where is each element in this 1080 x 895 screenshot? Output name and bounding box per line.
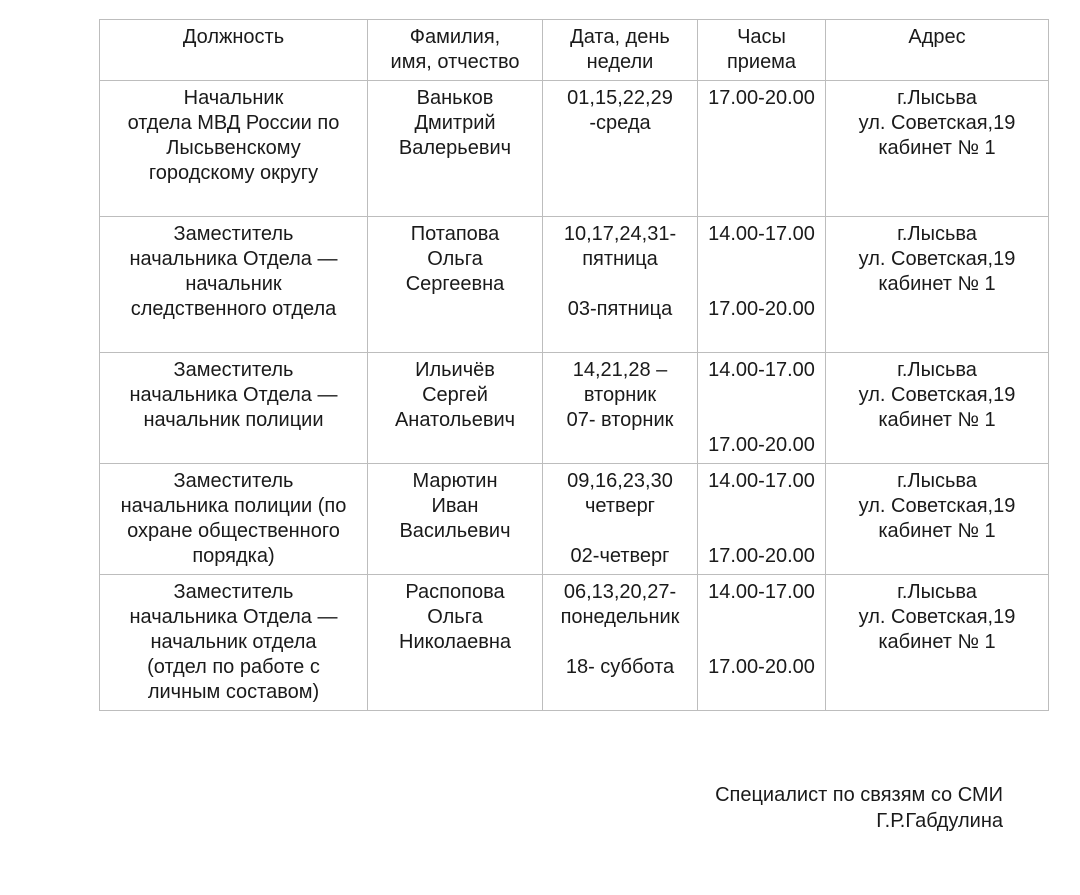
name-text: Потапова bbox=[410, 223, 500, 245]
date-text: 14,21,28 – bbox=[572, 359, 668, 381]
date-text: 03-пятница bbox=[567, 298, 673, 320]
date-text: 07- вторник bbox=[566, 409, 674, 431]
name-text: Дмитрий bbox=[414, 112, 496, 134]
date-text: 02-четверг bbox=[570, 545, 670, 567]
date-text: -среда bbox=[589, 112, 651, 134]
hours-text: 14.00-17.00 bbox=[708, 223, 815, 245]
position-cell bbox=[100, 464, 368, 575]
date-text: 06,13,20,27- bbox=[563, 581, 677, 603]
name-text: Анатольевич bbox=[394, 409, 516, 431]
cell-spacer bbox=[702, 408, 821, 433]
position-cell bbox=[100, 81, 368, 217]
name-text: Васильевич bbox=[399, 520, 511, 542]
position-text: порядка) bbox=[192, 545, 275, 567]
signature-title: Специалист по связям со СМИ bbox=[715, 784, 1003, 806]
address-text: кабинет № 1 bbox=[878, 273, 996, 295]
hours-text: 14.00-17.00 bbox=[708, 359, 815, 381]
table-row bbox=[100, 464, 1049, 575]
position-text: следственного отдела bbox=[130, 298, 337, 320]
table-header-row bbox=[100, 20, 1049, 81]
cell-spacer bbox=[702, 383, 821, 408]
date-text: понедельник bbox=[560, 606, 680, 628]
address-cell bbox=[826, 575, 1049, 711]
name-text: Ольга bbox=[427, 248, 483, 270]
position-cell bbox=[100, 353, 368, 464]
address-text: г.Лысьва bbox=[897, 223, 977, 245]
hours-text: 14.00-17.00 bbox=[708, 470, 815, 492]
position-text: Лысьвенскому bbox=[166, 137, 301, 159]
address-cell bbox=[826, 464, 1049, 575]
position-text: начальника Отдела — bbox=[129, 384, 338, 406]
hours-text: 17.00-20.00 bbox=[708, 545, 815, 567]
date-text: 18- суббота bbox=[565, 656, 675, 678]
position-text: Заместитель bbox=[173, 581, 294, 603]
hours-text: 17.00-20.00 bbox=[708, 298, 815, 320]
cell-spacer bbox=[547, 272, 693, 297]
name-text: Марютин bbox=[412, 470, 498, 492]
name-text: Ильичёв bbox=[415, 359, 495, 381]
address-cell bbox=[826, 81, 1049, 217]
position-text: городскому округу bbox=[148, 162, 319, 184]
date-weekday-cell bbox=[543, 217, 698, 353]
reception-hours-cell bbox=[698, 81, 826, 217]
table-row bbox=[100, 575, 1049, 711]
date-weekday-cell bbox=[543, 353, 698, 464]
name-text: Николаевна bbox=[399, 631, 511, 653]
cell-spacer bbox=[702, 494, 821, 519]
date-text: вторник bbox=[583, 384, 657, 406]
position-text: начальник bbox=[185, 273, 282, 295]
address-text: кабинет № 1 bbox=[878, 137, 996, 159]
cell-spacer bbox=[702, 247, 821, 272]
date-text: 10,17,24,31- bbox=[563, 223, 677, 245]
position-text: Заместитель bbox=[173, 470, 294, 492]
name-text: Валерьевич bbox=[398, 137, 512, 159]
full-name-cell bbox=[368, 217, 543, 353]
address-text: кабинет № 1 bbox=[878, 409, 996, 431]
position-cell bbox=[100, 217, 368, 353]
date-weekday-cell bbox=[543, 575, 698, 711]
position-cell bbox=[100, 575, 368, 711]
full-name-cell bbox=[368, 81, 543, 217]
header-full-name: Фамилия, имя, отчество bbox=[368, 20, 543, 81]
reception-hours-cell bbox=[698, 217, 826, 353]
full-name-cell bbox=[368, 575, 543, 711]
position-text: начальника Отдела — bbox=[129, 606, 338, 628]
hours-text: 17.00-20.00 bbox=[708, 87, 815, 109]
address-cell bbox=[826, 217, 1049, 353]
date-text: пятница bbox=[582, 248, 658, 270]
address-text: г.Лысьва bbox=[897, 87, 977, 109]
date-text: 09,16,23,30 bbox=[567, 470, 673, 492]
cell-spacer bbox=[702, 630, 821, 655]
position-text: начальник отдела bbox=[150, 631, 317, 653]
cell-spacer bbox=[547, 630, 693, 655]
address-text: кабинет № 1 bbox=[878, 631, 996, 653]
address-text: ул. Советская,19 bbox=[858, 606, 1016, 628]
table-row bbox=[100, 81, 1049, 217]
header-date-weekday: Дата, день недели bbox=[543, 20, 698, 81]
address-text: ул. Советская,19 bbox=[858, 248, 1016, 270]
header-position: Должность bbox=[100, 20, 368, 81]
name-text: Сергеевна bbox=[405, 273, 505, 295]
date-weekday-cell bbox=[543, 464, 698, 575]
name-text: Иван bbox=[431, 495, 479, 517]
position-text: начальника полиции (по bbox=[120, 495, 347, 517]
cell-spacer bbox=[702, 605, 821, 630]
full-name-cell bbox=[368, 464, 543, 575]
name-text: Сергей bbox=[422, 384, 488, 406]
table-row bbox=[100, 353, 1049, 464]
position-text: Заместитель bbox=[173, 359, 294, 381]
cell-spacer bbox=[702, 272, 821, 297]
position-text: Начальник bbox=[183, 87, 284, 109]
full-name-cell bbox=[368, 353, 543, 464]
name-text: Ольга bbox=[427, 606, 483, 628]
address-text: ул. Советская,19 bbox=[858, 495, 1016, 517]
address-text: ул. Советская,19 bbox=[858, 384, 1016, 406]
cell-spacer bbox=[702, 519, 821, 544]
reception-hours-cell bbox=[698, 353, 826, 464]
table-row bbox=[100, 217, 1049, 353]
hours-text: 17.00-20.00 bbox=[708, 656, 815, 678]
position-text: Заместитель bbox=[173, 223, 294, 245]
date-text: 01,15,22,29 bbox=[567, 87, 673, 109]
reception-hours-cell bbox=[698, 575, 826, 711]
address-text: г.Лысьва bbox=[897, 359, 977, 381]
header-reception-hours: Часы приема bbox=[698, 20, 826, 81]
address-text: г.Лысьва bbox=[897, 470, 977, 492]
address-text: ул. Советская,19 bbox=[858, 112, 1016, 134]
reception-schedule-table bbox=[99, 19, 1049, 711]
date-weekday-cell bbox=[543, 81, 698, 217]
name-text: Распопова bbox=[405, 581, 505, 603]
position-text: начальник полиции bbox=[143, 409, 324, 431]
address-text: кабинет № 1 bbox=[878, 520, 996, 542]
header-address: Адрес bbox=[826, 20, 1049, 81]
address-cell bbox=[826, 353, 1049, 464]
date-text: четверг bbox=[585, 495, 655, 517]
position-text: начальника Отдела — bbox=[129, 248, 338, 270]
reception-hours-cell bbox=[698, 464, 826, 575]
hours-text: 14.00-17.00 bbox=[708, 581, 815, 603]
cell-spacer bbox=[547, 519, 693, 544]
signature-block bbox=[715, 782, 1003, 834]
position-text: отдела МВД России по bbox=[127, 112, 340, 134]
signature-name: Г.Р.Габдулина bbox=[876, 810, 1003, 832]
address-text: г.Лысьва bbox=[897, 581, 977, 603]
position-text: (отдел по работе с bbox=[147, 656, 320, 678]
name-text: Ваньков bbox=[416, 87, 494, 109]
position-text: охране общественного bbox=[127, 520, 340, 542]
hours-text: 17.00-20.00 bbox=[708, 434, 815, 456]
position-text: личным составом) bbox=[147, 681, 320, 703]
